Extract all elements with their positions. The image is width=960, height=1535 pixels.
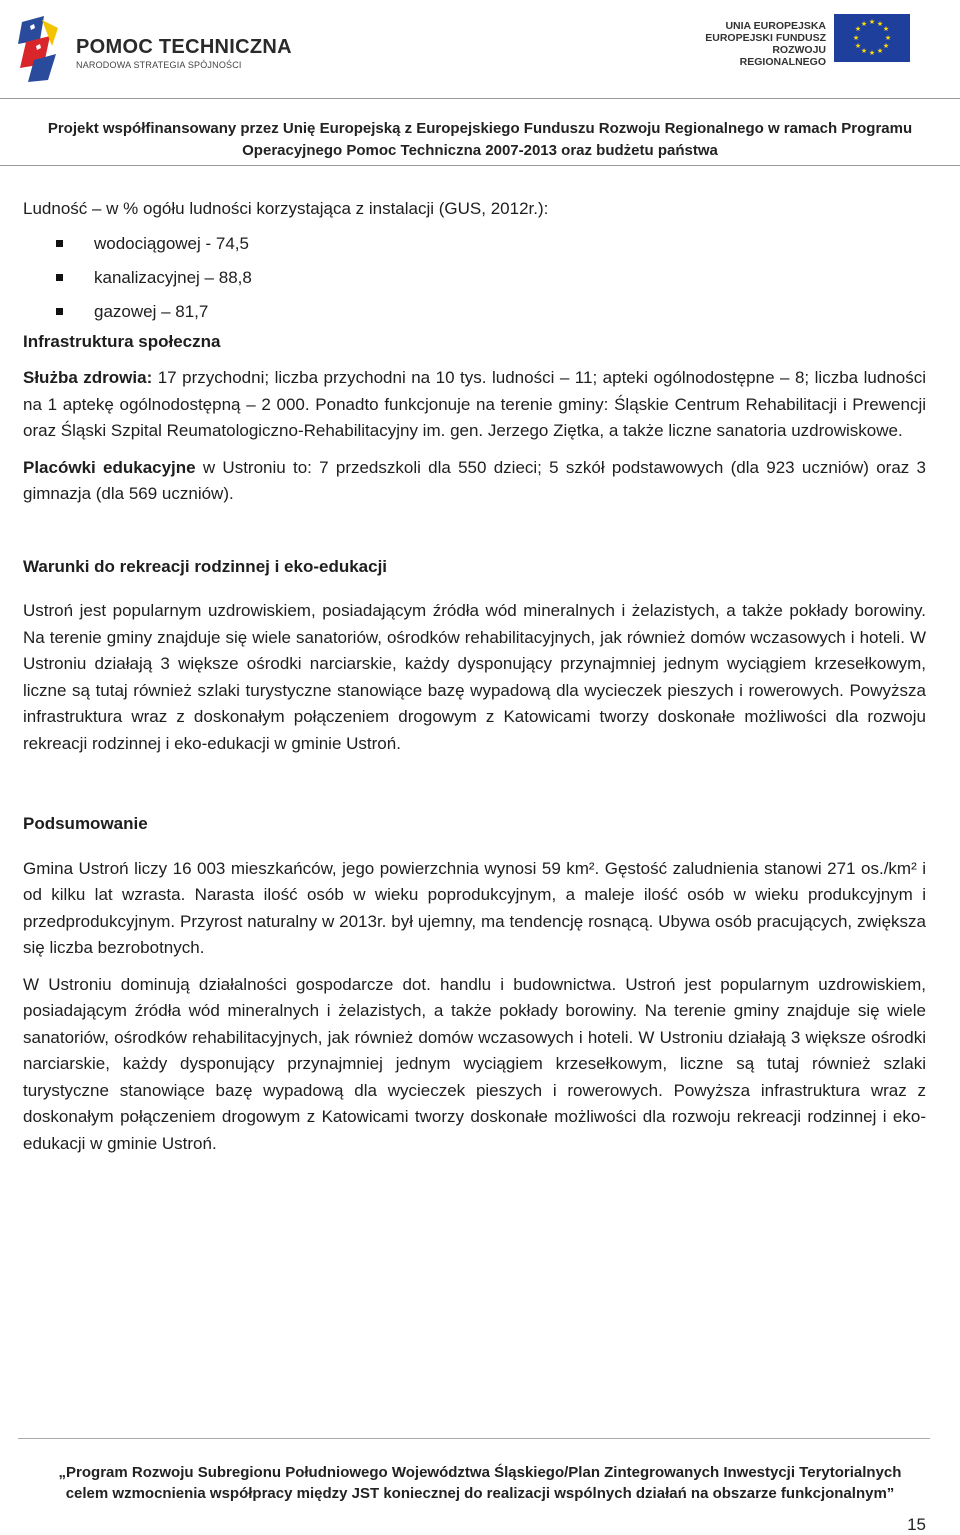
bullet-square-icon xyxy=(56,308,63,315)
summary-paragraph-2: W Ustroniu dominują działalności gospodarcze dot. handlu i budownictwa. Ustroń jest popularnym uzdrowiskiem, posiadającym źródła wód mineralnych i żelazistych, a także pokłady borowiny. Na terenie gminy znajduje się wiele sanatoriów, ośrodków rehabilitacyjnych, jak również domów wczasowych i hoteli. W Ustroniu działają 3 większe ośrodki narciarskie, każdy dysponujący przynajmniej jednym wyciągiem krzesełkowym, liczne są tutaj również szlaki turystyczne stanowiące bazę wypadową dla wycieczek pieszych i rowerowych. Powyższa infrastruktura wraz z doskonałym połączeniem drogowym z Katowicami tworzy doskonałe możliwości dla rozwoju rekreacji rodzinnej i eko-edukacji w gminie Ustroń. xyxy=(23,974,926,1153)
social-infrastructure-heading: Infrastruktura społeczna xyxy=(23,331,221,351)
eu-logo-text xyxy=(690,20,826,68)
eu-logo-line: UNIA EUROPEJSKA xyxy=(725,20,826,32)
svg-text:★: ★ xyxy=(882,25,890,33)
list-item-text: wodociągowej - 74,5 xyxy=(94,233,249,253)
recreation-heading: Warunki do rekreacji rodzinnej i eko-edukacji xyxy=(23,556,388,576)
bullet-square-icon xyxy=(56,274,63,281)
eu-flag-icon xyxy=(834,14,910,62)
bullet-square-icon xyxy=(56,240,63,247)
health-service-text: 17 przychodni; liczba przychodni na 10 tys. ludności – 11; apteki ogólnodostępne – 8; liczba ludności na 1 aptekę ogólnodostępną – 2 000. Ponadto funkcjonuje na terenie gminy: Śląskie Centrum Rehabilitacji i Prewencji oraz Śląski Szpital Reumatologiczno-Rehabilitacyjny im. gen. Jerzego Ziętka, a także liczne sanatoria uzdrowiskowe. xyxy=(23,368,926,440)
svg-text:★: ★ xyxy=(854,25,862,33)
logo-subtitle: NARODOWA STRATEGIA SPÓJNOŚCI xyxy=(76,60,242,70)
svg-text:★: ★ xyxy=(854,42,862,50)
cofinancing-note xyxy=(10,118,950,162)
education-text: w Ustroniu to: 7 przedszkoli dla 550 dzieci; 5 szkół podstawowych (dla 923 uczniów) oraz 3 gimnazja (dla 569 uczniów). xyxy=(23,457,926,503)
cofinancing-line: Operacyjnego Pomoc Techniczna 2007-2013 oraz budżetu państwa xyxy=(242,142,718,159)
footer-program-note xyxy=(0,1462,960,1504)
svg-text:★: ★ xyxy=(876,20,884,28)
svg-text:★: ★ xyxy=(860,20,868,28)
pomoc-techniczna-logo xyxy=(14,14,292,86)
utilities-list xyxy=(23,227,926,329)
health-service-label: Służba zdrowia: xyxy=(23,368,153,387)
header-divider xyxy=(0,98,960,99)
svg-text:★: ★ xyxy=(852,34,860,42)
document-body xyxy=(23,196,926,1157)
header-divider-bottom xyxy=(0,165,960,166)
list-item xyxy=(23,295,926,329)
list-item-text: kanalizacyjnej – 88,8 xyxy=(94,267,252,287)
eu-logo xyxy=(686,14,918,68)
logo-title: POMOC TECHNICZNA xyxy=(76,36,292,58)
eu-logo-line: ROZWOJU REGIONALNEGO xyxy=(739,44,826,68)
svg-text:★: ★ xyxy=(884,34,892,42)
list-item xyxy=(23,227,926,261)
education-paragraph xyxy=(23,455,926,508)
footer-line: celem wzmocnienia współpracy między JST koniecznej do realizacji wspólnych działań na obszarze funkcjonalnym” xyxy=(65,1485,895,1502)
cofinancing-line: Projekt współfinansowany przez Unię Europejską z Europejskiego Funduszu Rozwoju Regionalnego w ramach Programu xyxy=(47,120,913,137)
svg-text:★: ★ xyxy=(882,42,890,50)
recreation-paragraph: Ustroń jest popularnym uzdrowiskiem, posiadającym źródła wód mineralnych i żelazistych, a także pokłady borowiny. Na terenie gminy znajduje się wiele sanatoriów, ośrodków rehabilitacyjnych, jak również domów wczasowych i hoteli. W Ustroniu działają 3 większe ośrodki narciarskie, każdy dysponujący przynajmniej jednym wyciągiem krzesełkowym, liczne są tutaj również szlaki turystyczne stanowiące bazę wypadową dla wycieczek pieszych i rowerowych. Powyższa infrastruktura wraz z doskonałym połączeniem drogowym z Katowicami tworzy doskonałe możliwości dla rozwoju rekreacji rodzinnej i eko-edukacji w gminie Ustroń. xyxy=(23,601,926,753)
footer-line: „Program Rozwoju Subregionu Południowego Województwa Śląskiego/Plan Zintegrowanych Inwestycji Terytorialnych xyxy=(58,1464,902,1481)
population-utilities-intro: Ludność – w % ogółu ludności korzystająca z instalacji (GUS, 2012r.): xyxy=(23,199,549,218)
page-number: 15 xyxy=(907,1515,926,1534)
svg-text:★: ★ xyxy=(868,18,876,26)
list-item xyxy=(23,261,926,295)
eu-logo-line: EUROPEJSKI FUNDUSZ xyxy=(705,32,826,44)
page-header xyxy=(0,0,960,98)
svg-text:★: ★ xyxy=(876,47,884,55)
list-item-text: gazowej – 81,7 xyxy=(94,301,209,321)
svg-text:★: ★ xyxy=(868,49,876,57)
summary-paragraph-1: Gmina Ustroń liczy 16 003 mieszkańców, jego powierzchnia wynosi 59 km². Gęstość zaludnienia stanowi 271 os./km² i od kilku lat wzrasta. Narasta ilość osób w wieku poprodukcyjnym, a maleje ilość osób w wieku produkcyjnym i przedprodukcyjnym. Przyrost naturalny w 2013r. był ujemny, ma tendencję rosnącą. Ubywa osób pracujących, zwiększa się liczba bezrobotnych. xyxy=(23,858,926,957)
pomoc-techniczna-emblem-icon xyxy=(14,14,62,84)
svg-text:★: ★ xyxy=(860,47,868,55)
summary-heading: Podsumowanie xyxy=(23,814,148,833)
footer-divider xyxy=(18,1438,930,1439)
education-label: Placówki edukacyjne xyxy=(23,457,196,477)
health-service-paragraph xyxy=(23,365,926,445)
